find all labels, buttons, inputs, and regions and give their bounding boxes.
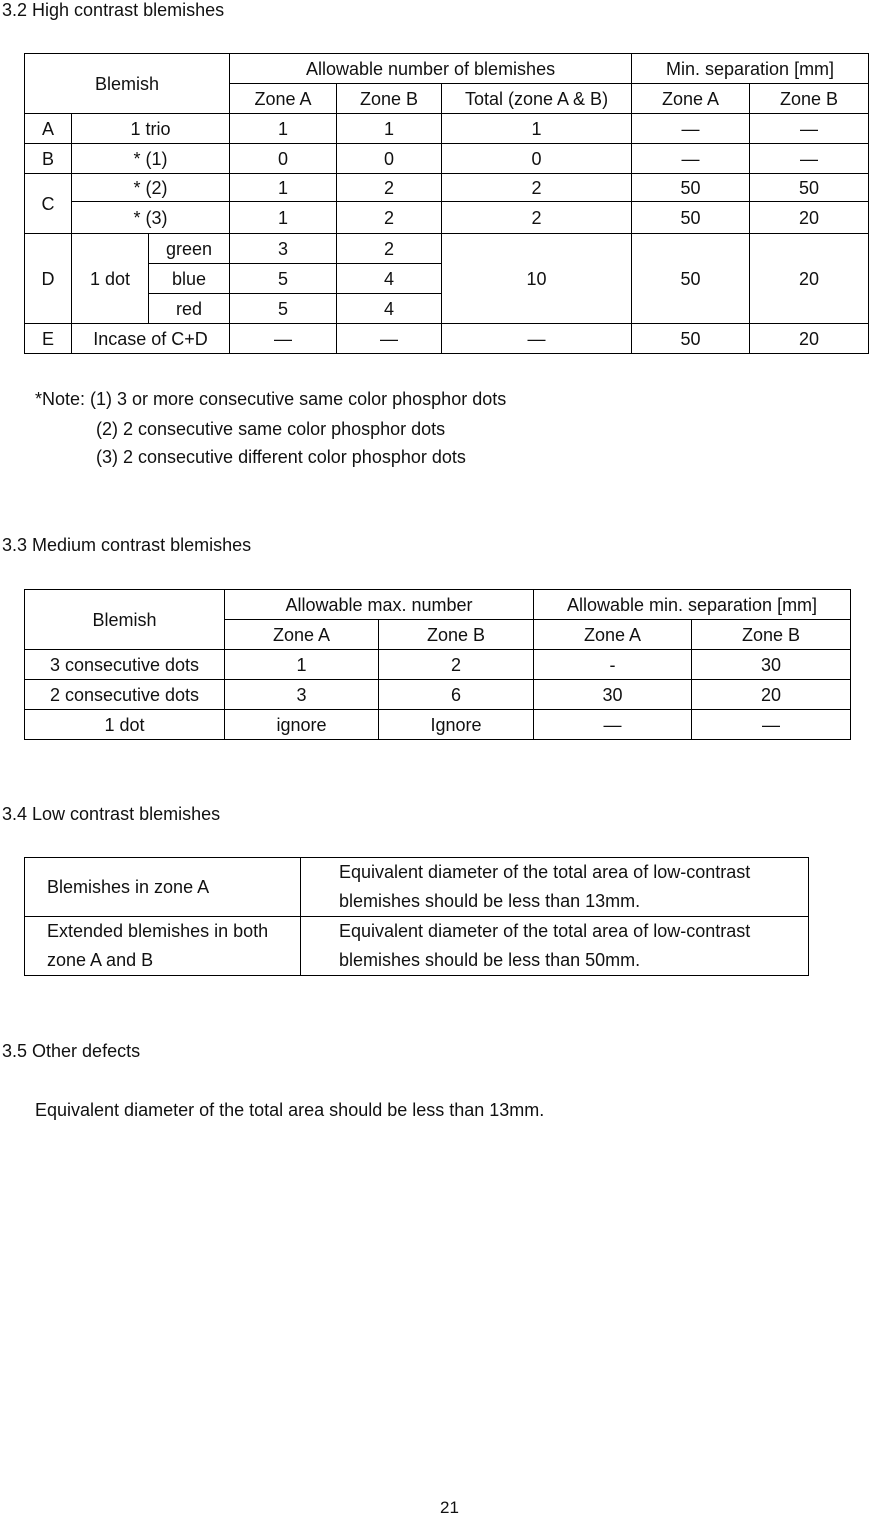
- section-3-4-heading: 3.4 Low contrast blemishes: [2, 804, 221, 824]
- table-row: [25, 114, 869, 144]
- sep-zone-b-value: 20: [692, 680, 851, 710]
- blemish-header: Blemish: [25, 590, 225, 650]
- total-value: —: [442, 324, 632, 354]
- note-1: *Note: (1) 3 or more consecutive same color phosphor dots: [35, 389, 507, 409]
- page-number: 21: [440, 1498, 459, 1517]
- sep-zone-a-value: 50: [632, 202, 750, 234]
- sep-zone-a-value: 50: [632, 234, 750, 324]
- table-row: [25, 174, 869, 202]
- section-3-3-heading: 3.3 Medium contrast blemishes: [2, 535, 252, 555]
- row-letter: B: [25, 144, 72, 174]
- zone-b-value: 1: [337, 114, 442, 144]
- allowable-number-header: Allowable number of blemishes: [230, 54, 632, 84]
- zone-a-header: Zone A: [230, 84, 337, 114]
- total-value: 2: [442, 202, 632, 234]
- zone-a-value: 3: [225, 680, 379, 710]
- sep-zone-b-value: —: [750, 114, 869, 144]
- sep-zone-a-value: —: [534, 710, 692, 740]
- zone-a-value: 5: [230, 264, 337, 294]
- row-description: 1 dot: [72, 234, 149, 324]
- row-letter: A: [25, 114, 72, 144]
- blemish-type: 1 dot: [25, 710, 225, 740]
- min-separation-header: Min. separation [mm]: [632, 54, 869, 84]
- zone-b-value: 2: [337, 174, 442, 202]
- sep-zone-a-header: Zone A: [534, 620, 692, 650]
- zone-b-value: 4: [337, 264, 442, 294]
- zone-b-value: 6: [379, 680, 534, 710]
- row-description: * (3): [72, 202, 230, 234]
- high-contrast-table: [24, 53, 869, 354]
- row-description: * (1): [72, 144, 230, 174]
- max-number-header: Allowable max. number: [225, 590, 534, 620]
- sep-zone-b-header: Zone B: [750, 84, 869, 114]
- sep-zone-a-value: —: [632, 114, 750, 144]
- total-value: 10: [442, 234, 632, 324]
- row-letter: D: [25, 234, 72, 324]
- table-row: [25, 858, 809, 917]
- zone-a-value: 5: [230, 294, 337, 324]
- sep-zone-b-value: 50: [750, 174, 869, 202]
- zone-a-value: 0: [230, 144, 337, 174]
- zone-a-value: 1: [225, 650, 379, 680]
- sep-zone-b-value: 20: [750, 202, 869, 234]
- row-description: 1 trio: [72, 114, 230, 144]
- table-row: [25, 710, 851, 740]
- total-value: 1: [442, 114, 632, 144]
- zone-a-value: ignore: [225, 710, 379, 740]
- zone-b-header: Zone B: [337, 84, 442, 114]
- table-row: [25, 917, 809, 976]
- row-label: Extended blemishes in both zone A and B: [25, 917, 301, 976]
- total-value: 0: [442, 144, 632, 174]
- zone-b-value: 2: [379, 650, 534, 680]
- dot-color: red: [149, 294, 230, 324]
- zone-b-header: Zone B: [379, 620, 534, 650]
- sep-zone-a-value: 30: [534, 680, 692, 710]
- dot-color: green: [149, 234, 230, 264]
- sep-zone-a-value: 50: [632, 174, 750, 202]
- zone-b-value: 4: [337, 294, 442, 324]
- row-text: Equivalent diameter of the total area of low-contrast blemishes should be less than 13mm.: [301, 858, 809, 917]
- row-letter: E: [25, 324, 72, 354]
- blemish-type: 3 consecutive dots: [25, 650, 225, 680]
- note-2: (2) 2 consecutive same color phosphor dots: [96, 419, 446, 439]
- table-row: [25, 650, 851, 680]
- sep-zone-b-value: —: [692, 710, 851, 740]
- medium-contrast-table: [24, 589, 851, 740]
- zone-a-value: 1: [230, 174, 337, 202]
- total-header: Total (zone A & B): [442, 84, 632, 114]
- low-contrast-table: [24, 857, 809, 976]
- zone-b-value: Ignore: [379, 710, 534, 740]
- sep-zone-b-value: 30: [692, 650, 851, 680]
- sep-zone-a-value: -: [534, 650, 692, 680]
- total-value: 2: [442, 174, 632, 202]
- other-defects-text: Equivalent diameter of the total area should be less than 13mm.: [35, 1100, 545, 1120]
- section-3-2-heading: 3.2 High contrast blemishes: [2, 0, 225, 20]
- zone-b-value: 2: [337, 202, 442, 234]
- table-row: [25, 680, 851, 710]
- sep-zone-a-value: —: [632, 144, 750, 174]
- table-row: [25, 234, 869, 264]
- row-letter: C: [25, 174, 72, 234]
- zone-a-value: 3: [230, 234, 337, 264]
- table-row: [25, 144, 869, 174]
- sep-zone-a-header: Zone A: [632, 84, 750, 114]
- sep-zone-b-value: —: [750, 144, 869, 174]
- note-3: (3) 2 consecutive different color phosphor dots: [96, 447, 466, 467]
- table-row: [25, 324, 869, 354]
- row-description: * (2): [72, 174, 230, 202]
- sep-zone-a-value: 50: [632, 324, 750, 354]
- row-label: Blemishes in zone A: [25, 858, 301, 917]
- zone-a-header: Zone A: [225, 620, 379, 650]
- row-description: Incase of C+D: [72, 324, 230, 354]
- sep-zone-b-value: 20: [750, 324, 869, 354]
- sep-zone-b-value: 20: [750, 234, 869, 324]
- dot-color: blue: [149, 264, 230, 294]
- table-row: [25, 202, 869, 234]
- blemish-type: 2 consecutive dots: [25, 680, 225, 710]
- section-3-5-heading: 3.5 Other defects: [2, 1041, 141, 1061]
- zone-a-value: 1: [230, 114, 337, 144]
- zone-b-value: 0: [337, 144, 442, 174]
- sep-zone-b-header: Zone B: [692, 620, 851, 650]
- blemish-header: Blemish: [25, 54, 230, 114]
- zone-b-value: 2: [337, 234, 442, 264]
- zone-b-value: —: [337, 324, 442, 354]
- zone-a-value: 1: [230, 202, 337, 234]
- row-text: Equivalent diameter of the total area of low-contrast blemishes should be less than 50mm.: [301, 917, 809, 976]
- zone-a-value: —: [230, 324, 337, 354]
- min-separation-header: Allowable min. separation [mm]: [534, 590, 851, 620]
